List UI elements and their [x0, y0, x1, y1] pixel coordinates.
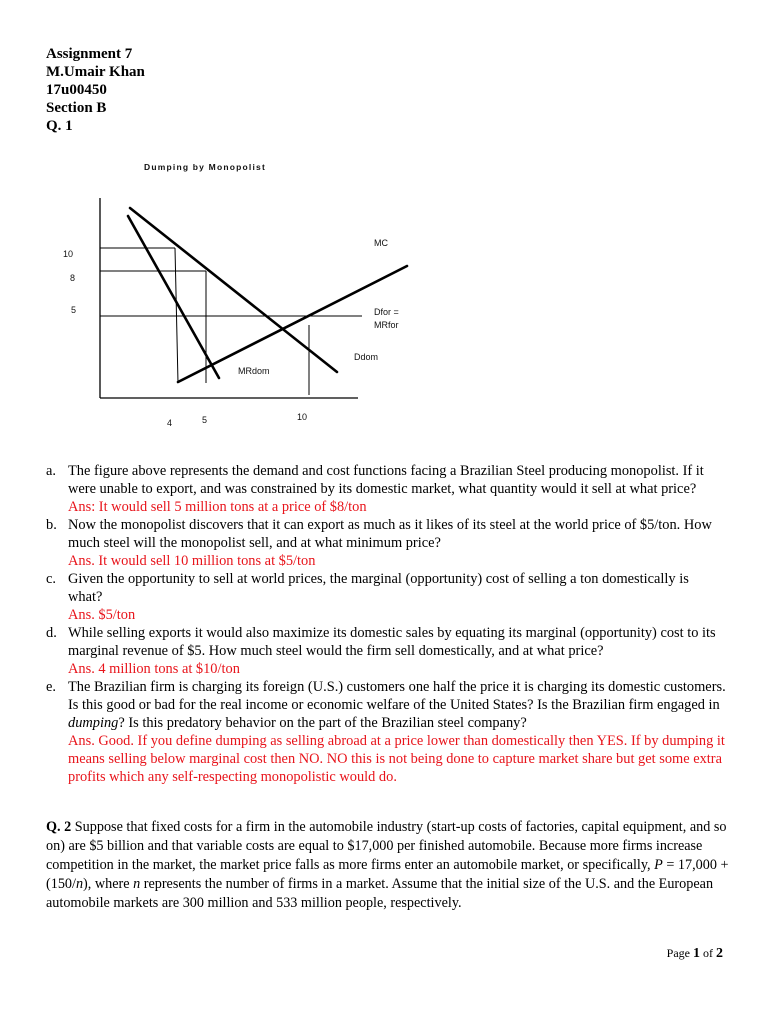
question-list — [46, 462, 726, 786]
question-text: Now the monopolist discovers that it can export as much as it likes of its steel at the world price of $5/ton. How much steel will the monopolist sell, and at what minimum price? — [68, 517, 712, 551]
answer-text: Ans. $5/ton — [68, 607, 136, 623]
question-d — [46, 624, 726, 678]
question-text — [68, 678, 726, 732]
of-word: of — [700, 946, 716, 960]
section-label: Section B — [46, 100, 107, 116]
question-text: Given the opportunity to sell at world prices, the marginal (opportunity) cost of selling a ton domestically is what? — [68, 571, 689, 605]
question-e — [46, 678, 726, 786]
question-letter: b. — [46, 517, 57, 533]
dumping-term: dumping — [68, 715, 119, 731]
student-id: 17u00450 — [46, 82, 107, 98]
figure-title: Dumping by Monopolist — [144, 162, 266, 172]
question-a — [46, 462, 726, 516]
question-c — [46, 570, 726, 624]
assignment-title: Assignment 7 — [46, 46, 133, 62]
question-text: While selling exports it would also maximize its domestic sales by equating its marginal (opportunity) cost to its marginal revenue of $5. How much steel would the firm sell domestically, and at what price? — [68, 625, 716, 659]
answer-text: Ans. It would sell 10 million tons at $5/ton — [68, 553, 316, 569]
answer-text: Ans. Good. If you define dumping as selling abroad at a price lower than domestically then YES. If by dumping it means selling below marginal cost then NO. NO this is not being done to capture market share but get some extra profits which any self-respecting monopolistic would do. — [68, 733, 725, 785]
question-text: The figure above represents the demand and cost functions facing a Brazilian Steel producing monopolist. If it were unable to export, and was constrained by its domestic market, what quantity would it sell at what price? — [68, 463, 704, 497]
answer-text: Ans. 4 million tons at $10/ton — [68, 661, 240, 677]
price-variable: P — [654, 857, 663, 873]
answer-text: Ans: It would sell 5 million tons at a price of $8/ton — [68, 499, 367, 515]
question-letter: d. — [46, 625, 57, 641]
student-name: M.Umair Khan — [46, 64, 145, 80]
question-text-part: The Brazilian firm is charging its foreign (U.S.) customers one half the price it is charging its domestic customers. Is this good or bad for the real income or economic welfare of the United States? Is the Brazilian firm engaged in — [68, 679, 726, 713]
x-tick-5: 5 — [202, 415, 208, 425]
x-tick-10: 10 — [297, 412, 308, 422]
mrdom-curve — [128, 216, 219, 378]
mc-label: MC — [374, 238, 388, 248]
mc-curve — [178, 266, 407, 382]
mrdom-label: MRdom — [238, 366, 270, 376]
n-variable: n — [133, 876, 141, 892]
curve-labels — [238, 238, 399, 376]
question-number: Q. 1 — [46, 118, 73, 134]
n-variable: n — [75, 876, 84, 892]
guide-lines — [100, 248, 362, 395]
x-tick-4: 4 — [167, 418, 173, 428]
y-tick-8: 8 — [70, 273, 76, 283]
question-2 — [46, 818, 730, 913]
page-word: Page — [666, 946, 693, 960]
page-total: 2 — [716, 946, 723, 961]
ddom-curve — [130, 208, 337, 372]
question-2-text: represents the number of firms in a market. Assume that the initial size of the U.S. and the European automobile markets are 300 million and 533 million people, respectively. — [46, 876, 714, 911]
question-2-text: = 17,000 + (150/ — [46, 857, 729, 892]
question-letter: e. — [46, 679, 56, 695]
question-2-text: ), where — [83, 876, 134, 892]
document-header — [46, 45, 145, 135]
question-letter: a. — [46, 463, 56, 479]
y-tick-labels — [63, 249, 76, 315]
axes — [100, 198, 358, 398]
page-number: 1 — [693, 946, 700, 961]
dfor-label: Dfor = — [374, 307, 399, 317]
question-2-text: Suppose that fixed costs for a firm in the automobile industry (start-up costs of factories, capital equipment, and so on) are $5 billion and that variable costs are equal to $17,000 per finished automobile. Because more firms increase competition in the market, the market price falls as more firms enter an automobile market, or specifically, — [46, 819, 727, 873]
question-b — [46, 516, 726, 570]
y-tick-10: 10 — [63, 249, 74, 259]
mrfor-label: MRfor — [374, 320, 399, 330]
page-footer — [667, 946, 723, 962]
y-tick-5: 5 — [71, 305, 77, 315]
question-text-part: ? Is this predatory behavior on the part of the Brazilian steel company? — [118, 715, 527, 731]
question-letter: c. — [46, 571, 56, 587]
x-tick-labels — [167, 412, 307, 428]
question-2-label: Q. 2 — [46, 819, 72, 835]
ddom-label: Ddom — [354, 352, 379, 362]
dumping-figure — [0, 150, 460, 440]
